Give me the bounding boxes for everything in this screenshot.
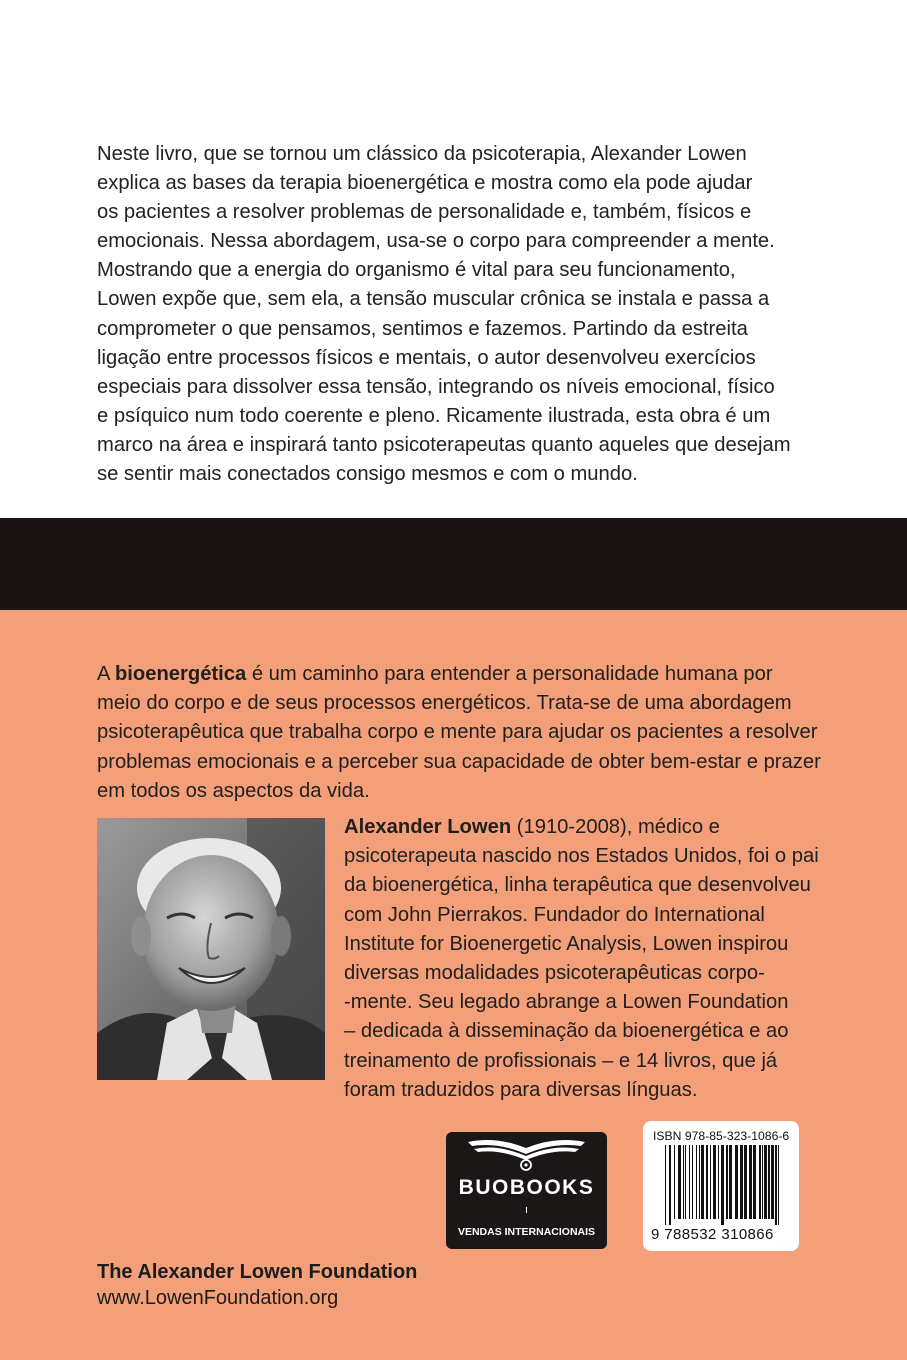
author-name: Alexander Lowen xyxy=(344,816,512,838)
barcode-bar xyxy=(689,1145,690,1219)
intro-line: meio do corpo e de seus processos energéticos. Trata-se de uma abordagem xyxy=(97,692,792,715)
barcode-bar xyxy=(764,1145,767,1219)
intro-line: psicoterapêutica que trabalha corpo e mente para ajudar os pacientes a resolver xyxy=(97,721,818,744)
description-line: emocionais. Nessa abordagem, usa-se o corpo para compreender a mente. xyxy=(97,230,775,253)
barcode-bar xyxy=(759,1145,761,1219)
bio-line: diversas modalidades psicoterapêuticas corpo- xyxy=(344,962,765,985)
isbn-digits: 9 788532 310866 xyxy=(651,1226,774,1243)
bio-line: foram traduzidos para diversas línguas. xyxy=(344,1078,698,1101)
barcode-bar xyxy=(674,1145,675,1219)
bioenergetics-intro xyxy=(97,660,821,806)
foundation-name: The Alexander Lowen Foundation xyxy=(97,1261,418,1283)
description-line: Mostrando que a energia do organismo é vital para seu funcionamento, xyxy=(97,259,736,282)
barcode-bar xyxy=(721,1145,724,1225)
barcode-bar xyxy=(740,1145,743,1219)
barcode-bar xyxy=(683,1145,684,1219)
description-line: comprometer o que pensamos, sentimos e fazemos. Partindo da estreita xyxy=(97,317,748,340)
barcode-bar xyxy=(718,1145,719,1219)
description-line: marco na área e inspirará tanto psicoterapeutas quanto aqueles que desejam xyxy=(97,433,791,456)
barcode-bar xyxy=(713,1145,716,1219)
barcode-bar xyxy=(775,1145,777,1225)
barcode-bars xyxy=(665,1145,805,1225)
bio-line xyxy=(344,813,814,842)
barcode-bar xyxy=(678,1145,681,1219)
intro-line: em todos os aspectos da vida. xyxy=(97,779,370,802)
bio-line: psicoterapeuta nascido nos Estados Unidos, foi o pai xyxy=(344,845,819,868)
barcode-bar xyxy=(699,1145,700,1219)
description-line: os pacientes a resolver problemas de personalidade e, também, físicos e xyxy=(97,201,752,224)
barcode-bar xyxy=(778,1145,779,1225)
barcode-bar xyxy=(696,1145,697,1219)
barcode-bar xyxy=(701,1145,704,1219)
bio-line: -mente. Seu legado abrange a Lowen Foundation xyxy=(344,991,789,1014)
barcode-bar xyxy=(685,1145,686,1219)
description-line: explica as bases da terapia bioenergética e mostra como ela pode ajudar xyxy=(97,172,753,195)
barcode-bar xyxy=(665,1145,666,1225)
book-wings-icon xyxy=(446,1130,607,1174)
bio-rest: (1910-2008), médico e xyxy=(511,816,720,838)
author-photo xyxy=(97,818,325,1080)
barcode-bar xyxy=(768,1145,770,1219)
isbn-barcode xyxy=(643,1121,799,1251)
intro-rest: é um caminho para entender a personalidade humana por xyxy=(246,663,773,685)
bio-line: com John Pierrakos. Fundador do International xyxy=(344,903,765,926)
author-bio xyxy=(344,813,819,1105)
barcode-bar xyxy=(771,1145,774,1219)
bio-line: – dedicada à disseminação da bioenergética e ao xyxy=(344,1020,789,1043)
intro-line xyxy=(97,660,817,689)
description-line: ligação entre processos físicos e mentais, o autor desenvolveu exercícios xyxy=(97,346,756,369)
description-line: Neste livro, que se tornou um clássico da psicoterapia, Alexander Lowen xyxy=(97,143,747,165)
publisher-tagline: VENDAS INTERNACIONAIS xyxy=(457,1226,596,1238)
bio-line: da bioenergética, linha terapêutica que desenvolveu xyxy=(344,874,811,897)
bio-line: Institute for Bioenergetic Analysis, Lowen inspirou xyxy=(344,932,789,955)
barcode-bar xyxy=(692,1145,693,1219)
description-line: se sentir mais conectados consigo mesmos e com o mundo. xyxy=(97,463,638,486)
publisher-tick xyxy=(526,1207,527,1213)
intro-line: problemas emocionais e a perceber sua capacidade de obter bem-estar e prazer xyxy=(97,750,821,773)
book-description xyxy=(97,140,817,489)
bio-line: treinamento de profissionais – e 14 livros, que já xyxy=(344,1049,778,1072)
intro-bold-term: bioenergética xyxy=(114,663,247,685)
publisher-logo xyxy=(446,1132,607,1249)
barcode-bar xyxy=(706,1145,708,1219)
barcode-bar xyxy=(753,1145,756,1219)
barcode-bar xyxy=(735,1145,738,1219)
barcode-bar xyxy=(762,1145,763,1219)
description-line: Lowen expõe que, sem ela, a tensão muscular crônica se instala e passa a xyxy=(97,288,770,311)
dark-divider-band xyxy=(0,518,907,610)
foundation-url[interactable]: www.LowenFoundation.org xyxy=(97,1287,339,1309)
isbn-label: ISBN 978-85-323-1086-6 xyxy=(653,1129,790,1143)
description-line: especiais para dissolver essa tensão, integrando os níveis emocional, físico xyxy=(97,375,775,398)
publisher-name: BUOBOOKS xyxy=(458,1176,595,1199)
barcode-bar xyxy=(749,1145,752,1219)
barcode-bar xyxy=(710,1145,711,1219)
intro-prefix: A xyxy=(97,663,115,685)
description-line: e psíquico num todo coerente e pleno. Ricamente ilustrada, esta obra é um xyxy=(97,404,771,427)
barcode-bar xyxy=(744,1145,747,1219)
barcode-bar xyxy=(726,1145,728,1219)
barcode-bar xyxy=(669,1145,671,1225)
barcode-bar xyxy=(729,1145,732,1219)
